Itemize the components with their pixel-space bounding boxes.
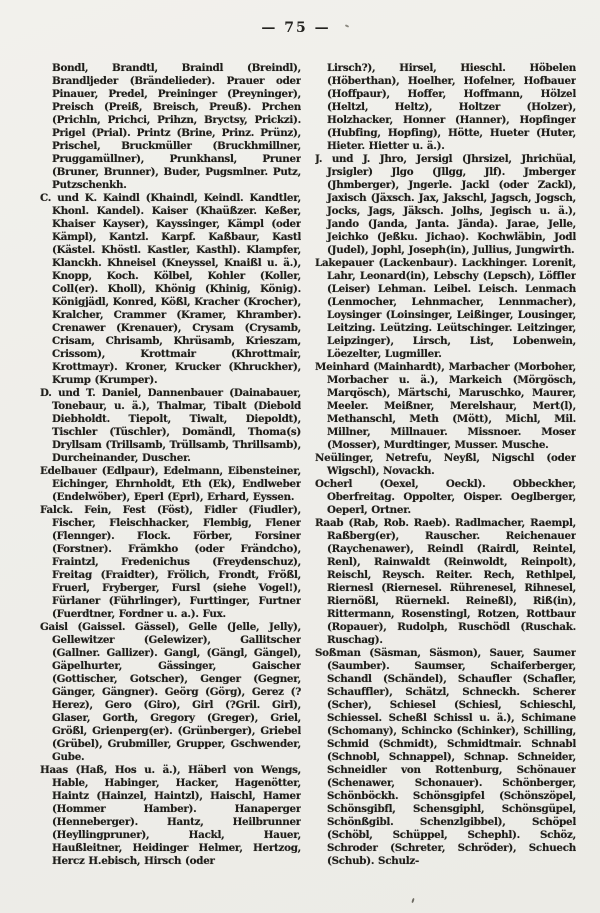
- page-number: — 75 —: [261, 20, 331, 36]
- entry-paragraph-l: Lakepauer (Lackenbaur). Lackhinger. Lorenit, Lahr, Leonard(in), Lebschy (Lepsch), Löffler (Leiser) Lehman. Leibel. Leisch. Lenmach (Lenmocher, Lehnmacher, Lennmacher), Loysinger (Loinsinger, Leißinger, Lousinger, Leitzing. Leützing. Leütschinger. Leitzinger, Leipzinger), Lirsch, List, Lobenwein, Löezelter, Lugmiller.: [315, 257, 576, 360]
- entry-paragraph-o: Ocherl (Oexel, Oeckl). Obbeckher, Oberfreitag. Oppolter, Oisper. Oeglberger, Oeperl, Ortner.: [315, 478, 576, 516]
- entry-paragraph-g: Gaisl (Gaissel. Gässel), Gelle (Jelle, Jelly), Gellewitzer (Gelewizer), Gallitscher (Gallner. Gallizer). Gangl, (Gängl, Gängel), Gäpelhurter, Gässinger, Gaischer (Gottischer, Gotscher), Genger (Gegner, Gänger, Gängner). Geörg (Görg), Gerez (?Herez), Gero (Giro), Girl (?Gril. Girl), Glaser, Gorth, Gregory (Greger), Griel, Größl, Grienperg(er). (Grünberger), Griebel (Grübel), Grubmiller, Grupper, Gschwender, Gube.: [40, 621, 301, 763]
- entry-paragraph-r: Raab (Rab, Rob. Raeb). Radlmacher, Raempl, Raßberg(er), Rauscher. Reichenauer (Raychenawer), Reindl (Rairdl, Reintel, Renl), Rainwaldt (Reinwoldt, Reinpolt), Reischl, Reysch. Reiter. Rech, Rethlpel, Riernesl (Riernesel. Rührenesel, Rihnesel, Riernößl, Rüernekl. Reineßl), Riß(in), Rittermann, Rosenstingl, Rotzen, Rottbaur (Ropauer), Rudolph, Ruschödl (Ruschak. Ruschag).: [315, 517, 576, 646]
- entry-paragraph-b-continuation: Bondl, Brandtl, Braindl (Breindl), Brandljeder (Brändelieder). Prauer oder Pinauer, Predel, Preininger (Preyninger), Preisch (Preiß, Breisch, Preuß). Prchen (Prichln, Prichci, Prihzn, Bryctsy, Prickzi). Prigel (Prial). Printz (Brine, Prinz. Prünz), Prischel, Bruckmüller (Bruckhmillner, Pruggamüllner), Prunkhansl, Pruner (Bruner, Brunner), Buder, Pugsmlner. Putz, Putzschenkh.: [52, 62, 301, 191]
- right-column: [315, 62, 576, 902]
- entry-paragraph-n: Neülinger, Netrefu, Neyßl, Nigschl (oder Wigschl), Novackh.: [315, 452, 576, 477]
- entry-paragraph-f: Falck. Fein, Fest (Föst), Fidler (Fiudler), Fischer, Fleischhacker, Flembig, Flener (Flennger). Flock. Förber, Forsiner (Forstner). Främkho (oder Frändcho), Fraintzl, Fredenichus (Freydenschuz), Freitag (Fraidter), Frölich, Frondt, Frößl, Fruerl, Fryberger, Fursl (siehe Vogel!), Fürlaner (Führlinger), Furttinger, Furtner (Fuerdtner, Fordner u. a.). Fux.: [40, 504, 301, 620]
- entry-paragraph-h-continuation: Lirsch?), Hirsel, Hieschl. Höbelen (Höberthan), Hoelher, Hofelner, Hofbauer (Hoffpaur), Hoffer, Hoffmann, Hölzel (Heltzl, Heltz), Holtzer (Holzer), Holzhacker, Honner (Hanner), Hopfinger (Hubfing, Hopfing), Hötte, Hueter (Huter, Hieter. Hietter u. ä.).: [327, 62, 576, 152]
- entry-paragraph-m: Meinhard (Mainhardt), Marbacher (Morboher, Morbacher u. ä.), Markeich (Mörgösch, Marqösch), Märtschi, Maruschko, Maurer, Meeler. Meißner, Merelshaur, Mert(l), Methanschl, Meth (Mött), Michl, Mil. Millner, Millnauer. Missnoer. Moser (Mosser), Murdtinger, Musser. Musche.: [315, 361, 576, 451]
- entry-paragraph-h: Haas (Haß, Hos u. ä.), Häberl von Wengs, Hable, Habinger, Hacker, Hagenötter, Haintz (Hainzel, Haintzl), Haischl, Hamer (Hommer Hamber). Hanaperger (Henneberger). Hantz, Heilbrunner (Heyllingpruner), Hackl, Hauer, Haußleitner, Heidinger Helmer, Hertzog, Hercz H.ebisch, Hirsch (oder: [40, 764, 301, 867]
- text-columns: [40, 62, 576, 902]
- left-column: [40, 62, 301, 902]
- entry-paragraph-e: Edelbauer (Edlpaur), Edelmann, Eibensteiner, Eichinger, Ehrnholdt, Eth (Ek), Endlweber (Endelwöber), Eperl (Eprl), Erhard, Eyssen.: [40, 465, 301, 503]
- entry-paragraph-s: Soßman (Säsman, Säsmon), Sauer, Saumer (Saumber). Saumser, Schaiferberger, Schandl (Schändel), Schaufler (Schafler, Schauffler), Schätzl, Schneckh. Scherer (Scher), Schiesel (Schiesl, Schieschl, Schiessel. Scheßl Schissl u. ä.), Schimane (Schomany), Schincko (Schinker), Schilling, Schmid (Schmidt), Schmidtmair. Schnabl (Schnobl, Schnappel), Schnap. Schneider, Schneidler von Rottenburg, Schönauer (Schenawer, Schonauer). Schönberger, Schönböckh. Schönsgipfel (Schönszöpel, Schönsgibfl, Schensgiphl, Schönsgüpel, Schönßgibl. Schenzlgibbel), Schöpel (Schöbl, Schüppel, Schephl). Schöz, Schroder (Schreter, Schröder), Schuech (Schub). Schulz-: [315, 647, 576, 867]
- entry-paragraph-c-k: C. und K. Kaindl (Khaindl, Keindl. Kandtler, Khonl. Kandel). Kaiser (Khaüßzer. Keßer, Khaiser Kayser), Kayssinger, Kämpl (oder Kämpl), Kantzl. Karpf. Kaßbaur, Kastl (Kästel. Khöstl. Kastler, Kasthl). Klampfer, Klanckh. Khneisel (Kneyssel, Knaißl u. ä.), Knopp, Koch. Kölbel, Kohler (Koller, Coll(er). Kholl), Khönig (Khinig, König). Königjädl, Konred, Kößl, Kracher (Krocher), Kralcher, Crammer (Kramer, Khramber). Crenawer (Krenauer), Crysam (Crysamb, Crisam, Chrisamb, Khrüsamb, Krieszam, Crissom), Krottmair (Khrottmair, Krottmayr). Kroner, Krucker (Khruckher), Krump (Krumper).: [40, 192, 301, 386]
- entry-paragraph-d-t: D. und T. Daniel, Dannenbauer (Dainabauer, Tonebaur, u. ä.), Thalmar, Tibalt (Diebold Diebholdt. Tiepolt, Tiwalt, Diepoldt), Tischler (Tüschler), Domändl, Thoma(s) Dryllsam (Trillsamb, Trüllsamb, Thrillsamb), Durcheinander, Duscher.: [40, 387, 301, 464]
- entry-paragraph-i-j: J. und J. Jhro, Jersigl (Jhrsizel, Jhrichüal, Jrsigler) Jlgo (Jllgg, Jlf). Jmberger (Jhmberger), Jngerle. Jackl (oder Zackl), Jaxisch (Jäxsch. Jax, Jakschl, Jagsch, Jogsch, Jocks, Jags, Jäksch. Jolhs, Jegisch u. ä.), Jando (Janda, Janta. Jända). Jarae, Jelle, Jeichko (Jeßku. Jichao). Kochwläbin, Jodl (Judel), Jophl, Joseph(in), Jullius, Jungwirth.: [315, 153, 576, 256]
